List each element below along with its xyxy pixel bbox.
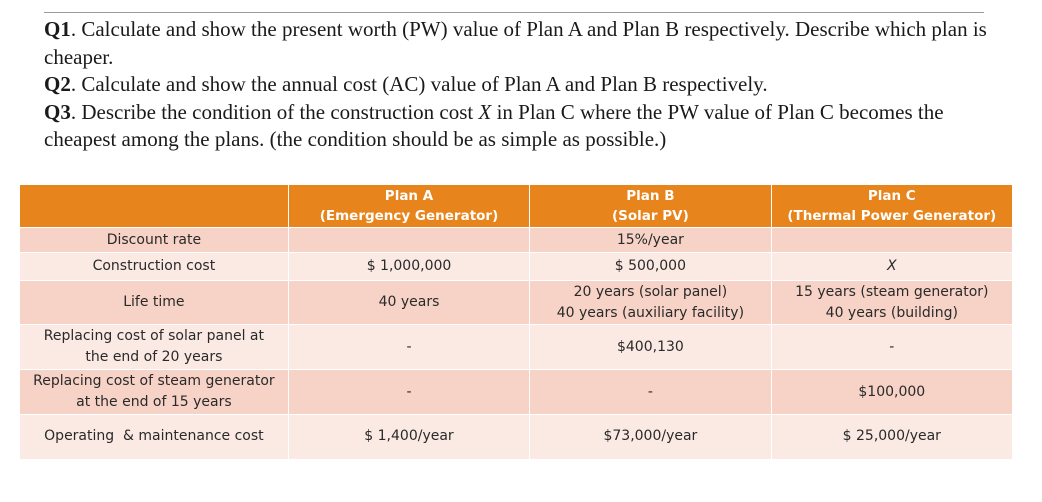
row-label-steam-replacing-line2: at the end of 15 years (76, 394, 232, 410)
plan-a-life-time: 40 years (288, 281, 529, 325)
row-label-steam-replacing-line1: Replacing cost of steam generator (33, 373, 275, 389)
row-label-construction-cost: Construction cost (20, 253, 288, 281)
plan-b-construction-cost: $ 500,000 (530, 253, 771, 281)
plan-c-life-building: 40 years (building) (825, 304, 958, 321)
top-rule (44, 12, 984, 13)
q2-text: . Calculate and show the annual cost (AC) value of Plan A and Plan B respectively. (70, 72, 768, 96)
plan-a-operating-cost: $ 1,400/year (288, 415, 529, 459)
table-header-row (20, 185, 1012, 228)
header-plan-b-type: (Solar PV) (612, 208, 689, 224)
plan-b-operating-cost: $73,000/year (530, 415, 771, 459)
q2-label: Q2 (44, 72, 71, 96)
header-plan-a (288, 185, 529, 228)
q1-text: . Calculate and show the present worth (PW) value of Plan A and Plan B respectively. Describe which plan is cheaper. (44, 17, 987, 69)
plan-a-steam-replacing: - (288, 370, 529, 415)
table-row (20, 415, 1012, 459)
table-row (20, 325, 1012, 370)
table-row (20, 253, 1012, 281)
plan-a-discount-rate (288, 228, 529, 253)
q3-variable: X (478, 99, 492, 124)
q3-text-before: . Describe the condition of the construction cost (70, 99, 479, 124)
plan-b-life-time (530, 281, 771, 325)
plan-c-construction-cost (771, 253, 1012, 281)
table-row (20, 370, 1012, 415)
plan-b-steam-replacing: - (530, 370, 771, 415)
header-plan-c (771, 185, 1012, 228)
row-label-discount-rate: Discount rate (20, 228, 288, 253)
plan-a-construction-cost: $ 1,000,000 (288, 253, 529, 281)
plan-c-discount-rate (771, 228, 1012, 253)
row-label-solar-replacing-line1: Replacing cost of solar panel at (43, 328, 264, 344)
plan-b-discount-rate: 15%/year (530, 228, 771, 253)
question-3 (44, 99, 1019, 154)
header-plan-b (530, 185, 771, 228)
plan-c-life-steam-generator: 15 years (steam generator) (795, 283, 989, 300)
header-plan-a-name: Plan A (384, 188, 434, 204)
header-plan-a-type: (Emergency Generator) (319, 208, 499, 224)
plans-table (20, 185, 1012, 459)
row-label-solar-replacing (20, 325, 288, 370)
table-row (20, 228, 1012, 253)
plan-c-steam-replacing: $100,000 (771, 370, 1012, 415)
row-label-solar-replacing-line2: the end of 20 years (85, 349, 223, 365)
row-label-steam-replacing (20, 370, 288, 415)
q1-label: Q1 (44, 17, 71, 41)
questions-block (44, 16, 1019, 154)
q3-text-after: in Plan C where the PW value of Plan C becomes the cheapest among the plans. (the condition should be as simple as possible.) (44, 99, 944, 151)
plan-b-life-solar-panel: 20 years (solar panel) (573, 283, 728, 300)
plan-c-solar-replacing: - (771, 325, 1012, 370)
plan-c-operating-cost: $ 25,000/year (771, 415, 1012, 459)
table-row (20, 281, 1012, 325)
row-label-life-time: Life time (20, 281, 288, 325)
header-blank (20, 185, 288, 228)
row-label-operating-cost: Operating & maintenance cost (20, 415, 288, 459)
plan-a-solar-replacing: - (288, 325, 529, 370)
q3-label: Q3 (44, 99, 71, 124)
header-plan-c-type: (Thermal Power Generator) (787, 208, 997, 224)
header-plan-c-name: Plan C (867, 188, 916, 204)
header-plan-b-name: Plan B (626, 188, 675, 204)
plan-b-solar-replacing: $400,130 (530, 325, 771, 370)
question-1 (44, 16, 1019, 71)
plan-c-construction-cost-var: X (887, 258, 897, 274)
plan-c-life-time (771, 281, 1012, 325)
question-2 (44, 71, 1019, 99)
plan-b-life-auxiliary: 40 years (auxiliary facility) (556, 304, 745, 321)
